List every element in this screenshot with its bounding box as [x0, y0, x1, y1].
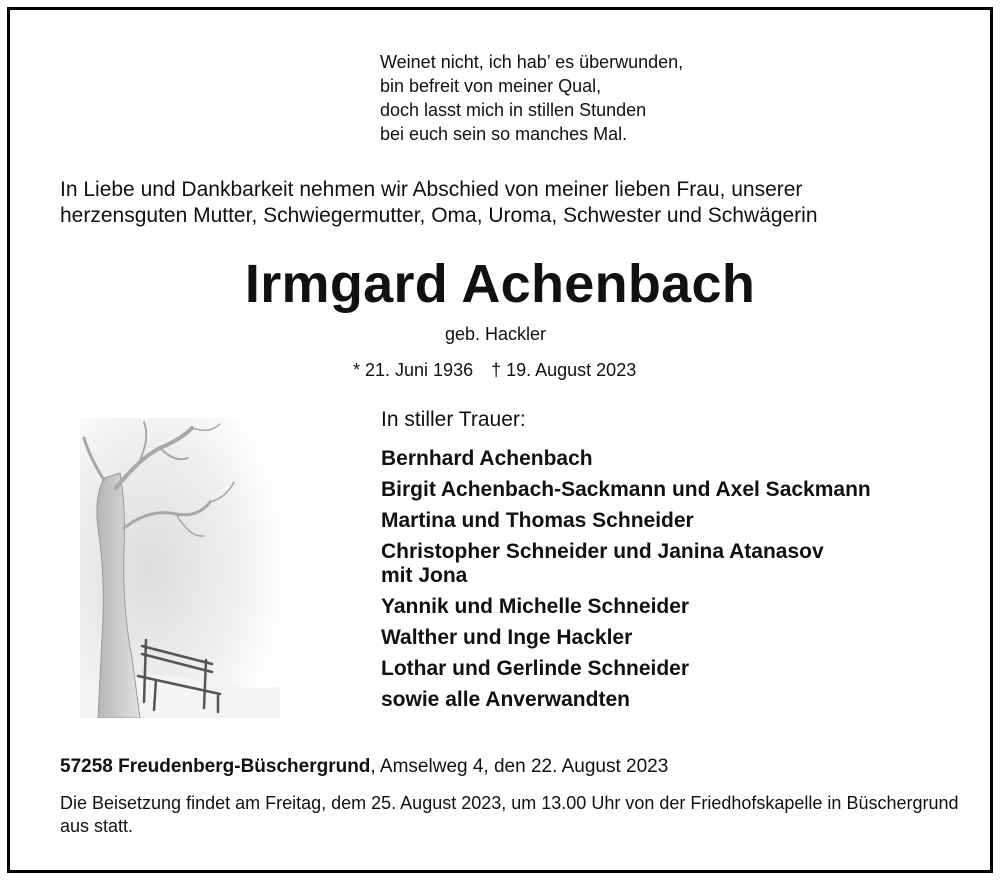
- intro-line: herzensguten Mutter, Schwiegermutter, Oma, Uroma, Schwester und Schwägerin: [60, 204, 818, 227]
- mourner-entry: Lothar und Gerlinde Schneider: [381, 657, 690, 680]
- mourner-entry: Yannik und Michelle Schneider: [381, 595, 690, 618]
- address-place: 57258 Freudenberg-Büschergrund: [60, 756, 371, 777]
- birth-name: geb. Hackler: [445, 324, 547, 344]
- poem-line: bin befreit von meiner Qual,: [380, 76, 602, 96]
- mourner-entry-multiline: [381, 540, 871, 588]
- intro-line: In Liebe und Dankbarkeit nehmen wir Abschied von meiner lieben Frau, unserer: [60, 178, 803, 201]
- deceased-name: Irmgard Achenbach: [244, 254, 756, 314]
- address-rest: , Amselweg 4, den 22. August 2023: [370, 756, 669, 777]
- address-line: [60, 756, 668, 778]
- poem: [380, 50, 683, 146]
- poem-line: doch lasst mich in stillen Stunden: [380, 100, 647, 120]
- intro-text: [60, 177, 818, 229]
- life-dates: [353, 360, 636, 381]
- death-date: † 19. August 2023: [491, 360, 637, 380]
- mourner-entry: Walther und Inge Hackler: [381, 626, 633, 649]
- mourner-entry: Bernhard Achenbach: [381, 447, 593, 470]
- funeral-notice: Die Beisetzung findet am Freitag, dem 25. August 2023, um 13.00 Uhr von der Friedhofskapelle in Büschergrund aus statt.: [60, 793, 959, 836]
- mourning-heading: In stiller Trauer:: [381, 408, 526, 431]
- mourner-entry-continuation: mit Jona: [381, 564, 468, 587]
- mourner-entry: sowie alle Anverwandten: [381, 688, 630, 711]
- tree-bench-illustration: [80, 418, 280, 718]
- mourner-entry: Martina und Thomas Schneider: [381, 509, 694, 532]
- mourners-list: [381, 447, 871, 719]
- birth-date: * 21. Juni 1936: [353, 360, 474, 380]
- mourner-entry: Christopher Schneider und Janina Atanasov: [381, 540, 824, 563]
- obituary-card: [7, 7, 993, 873]
- mourner-entry: Birgit Achenbach-Sackmann und Axel Sackmann: [381, 478, 871, 501]
- poem-line: bei euch sein so manches Mal.: [380, 124, 628, 144]
- poem-line: Weinet nicht, ich hab’ es überwunden,: [380, 52, 684, 72]
